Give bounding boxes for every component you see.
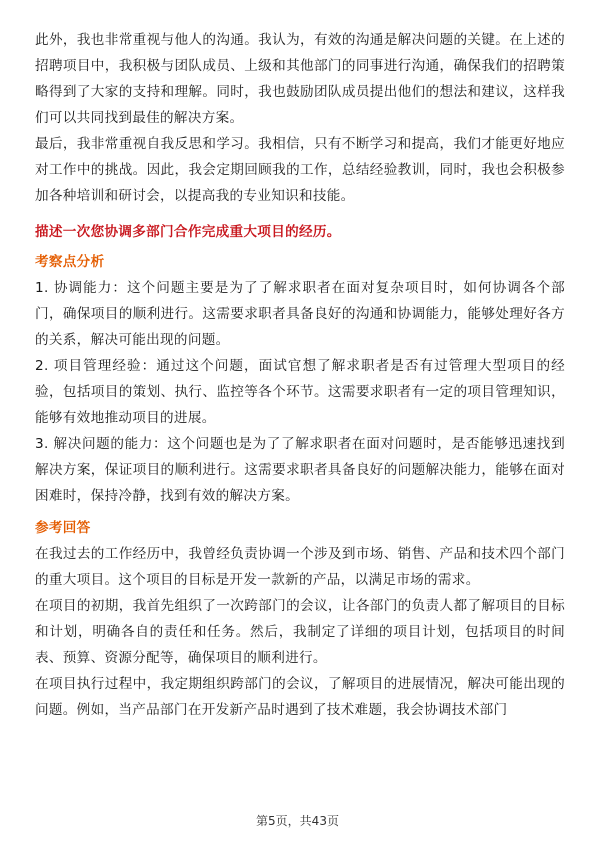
question-title: 描述一次您协调多部门合作完成重大项目的经历。 bbox=[35, 224, 341, 240]
page-number: 第5页，共43页 bbox=[256, 814, 339, 828]
page-content bbox=[35, 27, 565, 723]
answer-paragraph: 在项目的初期，我首先组织了一次跨部门的会议，让各部门的负责人都了解项目的目标和计划，明确各自的责任和任务。然后，我制定了详细的项目计划，包括项目的时间表、预算、资源分配等，确保项目的顺利进行。 bbox=[35, 598, 565, 666]
analysis-point: 1. 协调能力：这个问题主要是为了了解求职者在面对复杂项目时，如何协调各个部门，确保项目的顺利进行。这需要求职者具备良好的沟通和协调能力，能够处理好各方的关系，解决可能出现的问题。 bbox=[35, 280, 565, 348]
answer-heading: 参考回答 bbox=[35, 520, 91, 536]
analysis-heading: 考察点分析 bbox=[35, 254, 105, 270]
answer-paragraph: 在项目执行过程中，我定期组织跨部门的会议，了解项目的进展情况，解决可能出现的问题。例如，当产品部门在开发新产品时遇到了技术难题，我会协调技术部门 bbox=[35, 676, 565, 718]
intro-paragraph: 此外，我也非常重视与他人的沟通。我认为，有效的沟通是解决问题的关键。在上述的招聘项目中，我积极与团队成员、上级和其他部门的同事进行沟通，确保我们的招聘策略得到了大家的支持和理解。同时，我也鼓励团队成员提出他们的想法和建议，这样我们可以共同找到最佳的解决方案。 bbox=[35, 32, 565, 126]
analysis-point: 3. 解决问题的能力：这个问题也是为了了解求职者在面对问题时，是否能够迅速找到解决方案，保证项目的顺利进行。这需要求职者具备良好的问题解决能力，能够在面对困难时，保持冷静，找到有效的解决方案。 bbox=[35, 436, 565, 504]
intro-paragraph: 最后，我非常重视自我反思和学习。我相信，只有不断学习和提高，我们才能更好地应对工作中的挑战。因此，我会定期回顾我的工作，总结经验教训，同时，我也会积极参加各种培训和研讨会，以提高我的专业知识和技能。 bbox=[35, 136, 565, 204]
analysis-point: 2. 项目管理经验：通过这个问题，面试官想了解求职者是否有过管理大型项目的经验，包括项目的策划、执行、监控等各个环节。这需要求职者有一定的项目管理知识，能够有效地推动项目的进展。 bbox=[35, 358, 565, 426]
answer-paragraph: 在我过去的工作经历中，我曾经负责协调一个涉及到市场、销售、产品和技术四个部门的重大项目。这个项目的目标是开发一款新的产品，以满足市场的需求。 bbox=[35, 546, 565, 588]
